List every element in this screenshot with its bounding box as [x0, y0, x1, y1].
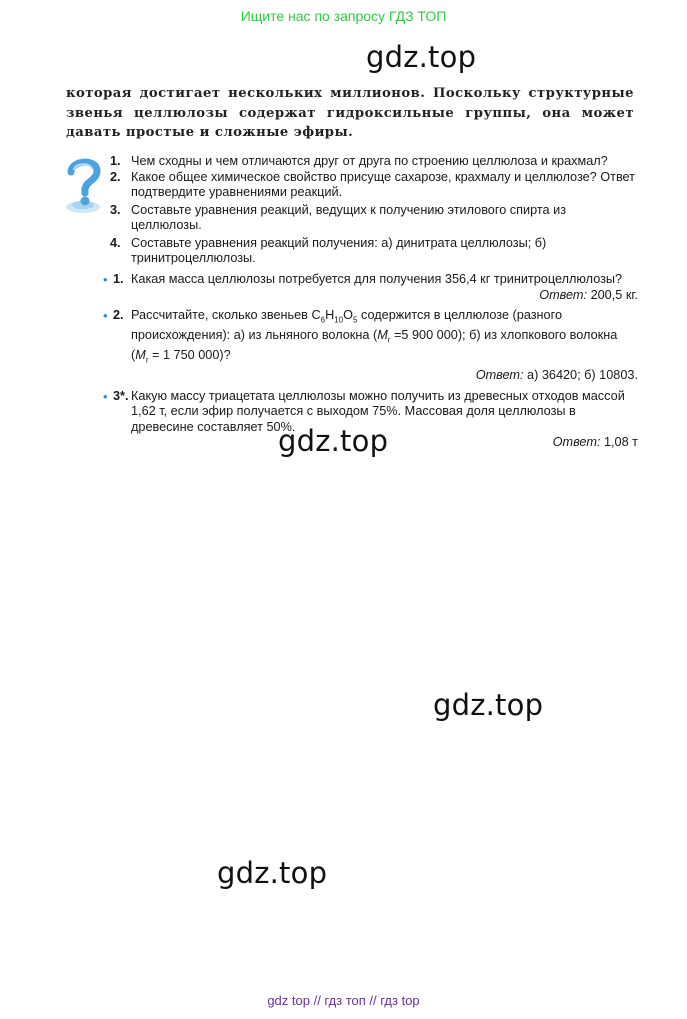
- problem-item: [100, 308, 638, 368]
- answer-value: 200,5 кг.: [590, 287, 638, 302]
- footer-links[interactable]: gdz top // гдз топ // гдз top: [267, 993, 420, 1008]
- formula: $C_6H_{10}O_5$: [311, 308, 358, 325]
- question-text: Какое общее химическое свойство присуще сахарозе, крахмалу и целлюлозе? Ответ подтвердите уравнениями реакций.: [131, 169, 635, 199]
- question-item: [110, 236, 638, 267]
- question-item: [110, 154, 638, 170]
- problem-number: 2.: [113, 308, 124, 322]
- problem-number: 3*.: [113, 388, 129, 403]
- problem-answer: [100, 368, 638, 384]
- question-text: Составьте уравнения реакций получения: а) динитрата целлюлозы; б) тринитроцеллюлозы.: [131, 235, 547, 265]
- question-item: [110, 203, 638, 234]
- problem-number: 1.: [113, 272, 124, 286]
- watermark: gdz.top: [217, 856, 328, 890]
- bullet-dot-icon: •: [103, 388, 108, 404]
- question-number: 4.: [110, 235, 121, 250]
- question-number: 1.: [110, 154, 121, 168]
- problem-item: [100, 389, 638, 436]
- question-text: Чем сходны и чем отличаются друг от друга по строению целлюлоза и крахмал?: [131, 154, 608, 168]
- question-mark-icon: [62, 152, 108, 216]
- question-text: Составьте уравнения реакций, ведущих к получению этилового спирта из целлюлозы.: [131, 202, 567, 232]
- problem-answer: [100, 288, 638, 304]
- problem-text: Рассчитайте, сколько звеньев $C_6H_{10}O_5$ содержится в целлюлозе (разного происхождения): а) из льняного волокна ($M_r =5$ 900 000); б) из хлопкового волокна ($M_r = 1$ 750 000)?: [131, 308, 618, 365]
- answer-value: 1,08 т: [603, 435, 638, 450]
- search-hint-link[interactable]: Ищите нас по запросу ГДЗ ТОП: [240, 8, 447, 24]
- problem-item: [100, 272, 638, 288]
- question-number: 2.: [110, 169, 121, 184]
- watermark: gdz.top: [433, 688, 544, 722]
- problems-section: [100, 272, 638, 451]
- answer-label: Ответ:: [475, 368, 524, 383]
- problem-answer: [100, 435, 638, 451]
- watermark: gdz.top: [278, 424, 389, 458]
- problem-text: Какую массу триацетата целлюлозы можно получить из древесных отходов массой 1,62 т, если эфир получается с выходом 75%. Массовая доля целлюлозы в древесине составляет 50%.: [131, 388, 625, 434]
- bullet-dot-icon: •: [103, 272, 108, 287]
- watermark: gdz.top: [366, 40, 477, 74]
- answer-value: а) 36420; б) 10803.: [527, 368, 638, 383]
- problem-text: Какая масса целлюлозы потребуется для получения 356,4 кг тринитроцеллюлозы?: [131, 272, 623, 286]
- review-questions: [110, 154, 638, 267]
- answer-label: Ответ:: [539, 287, 588, 302]
- answer-label: Ответ:: [552, 435, 601, 450]
- question-item: [110, 170, 638, 201]
- intro-paragraph: которая достигает нескольких миллионов. Поскольку структурные звенья целлюлозы содержат гидроксильные группы, она может давать простые и сложные эфиры.: [66, 86, 634, 140]
- question-number: 3.: [110, 202, 121, 217]
- bullet-dot-icon: •: [103, 308, 108, 323]
